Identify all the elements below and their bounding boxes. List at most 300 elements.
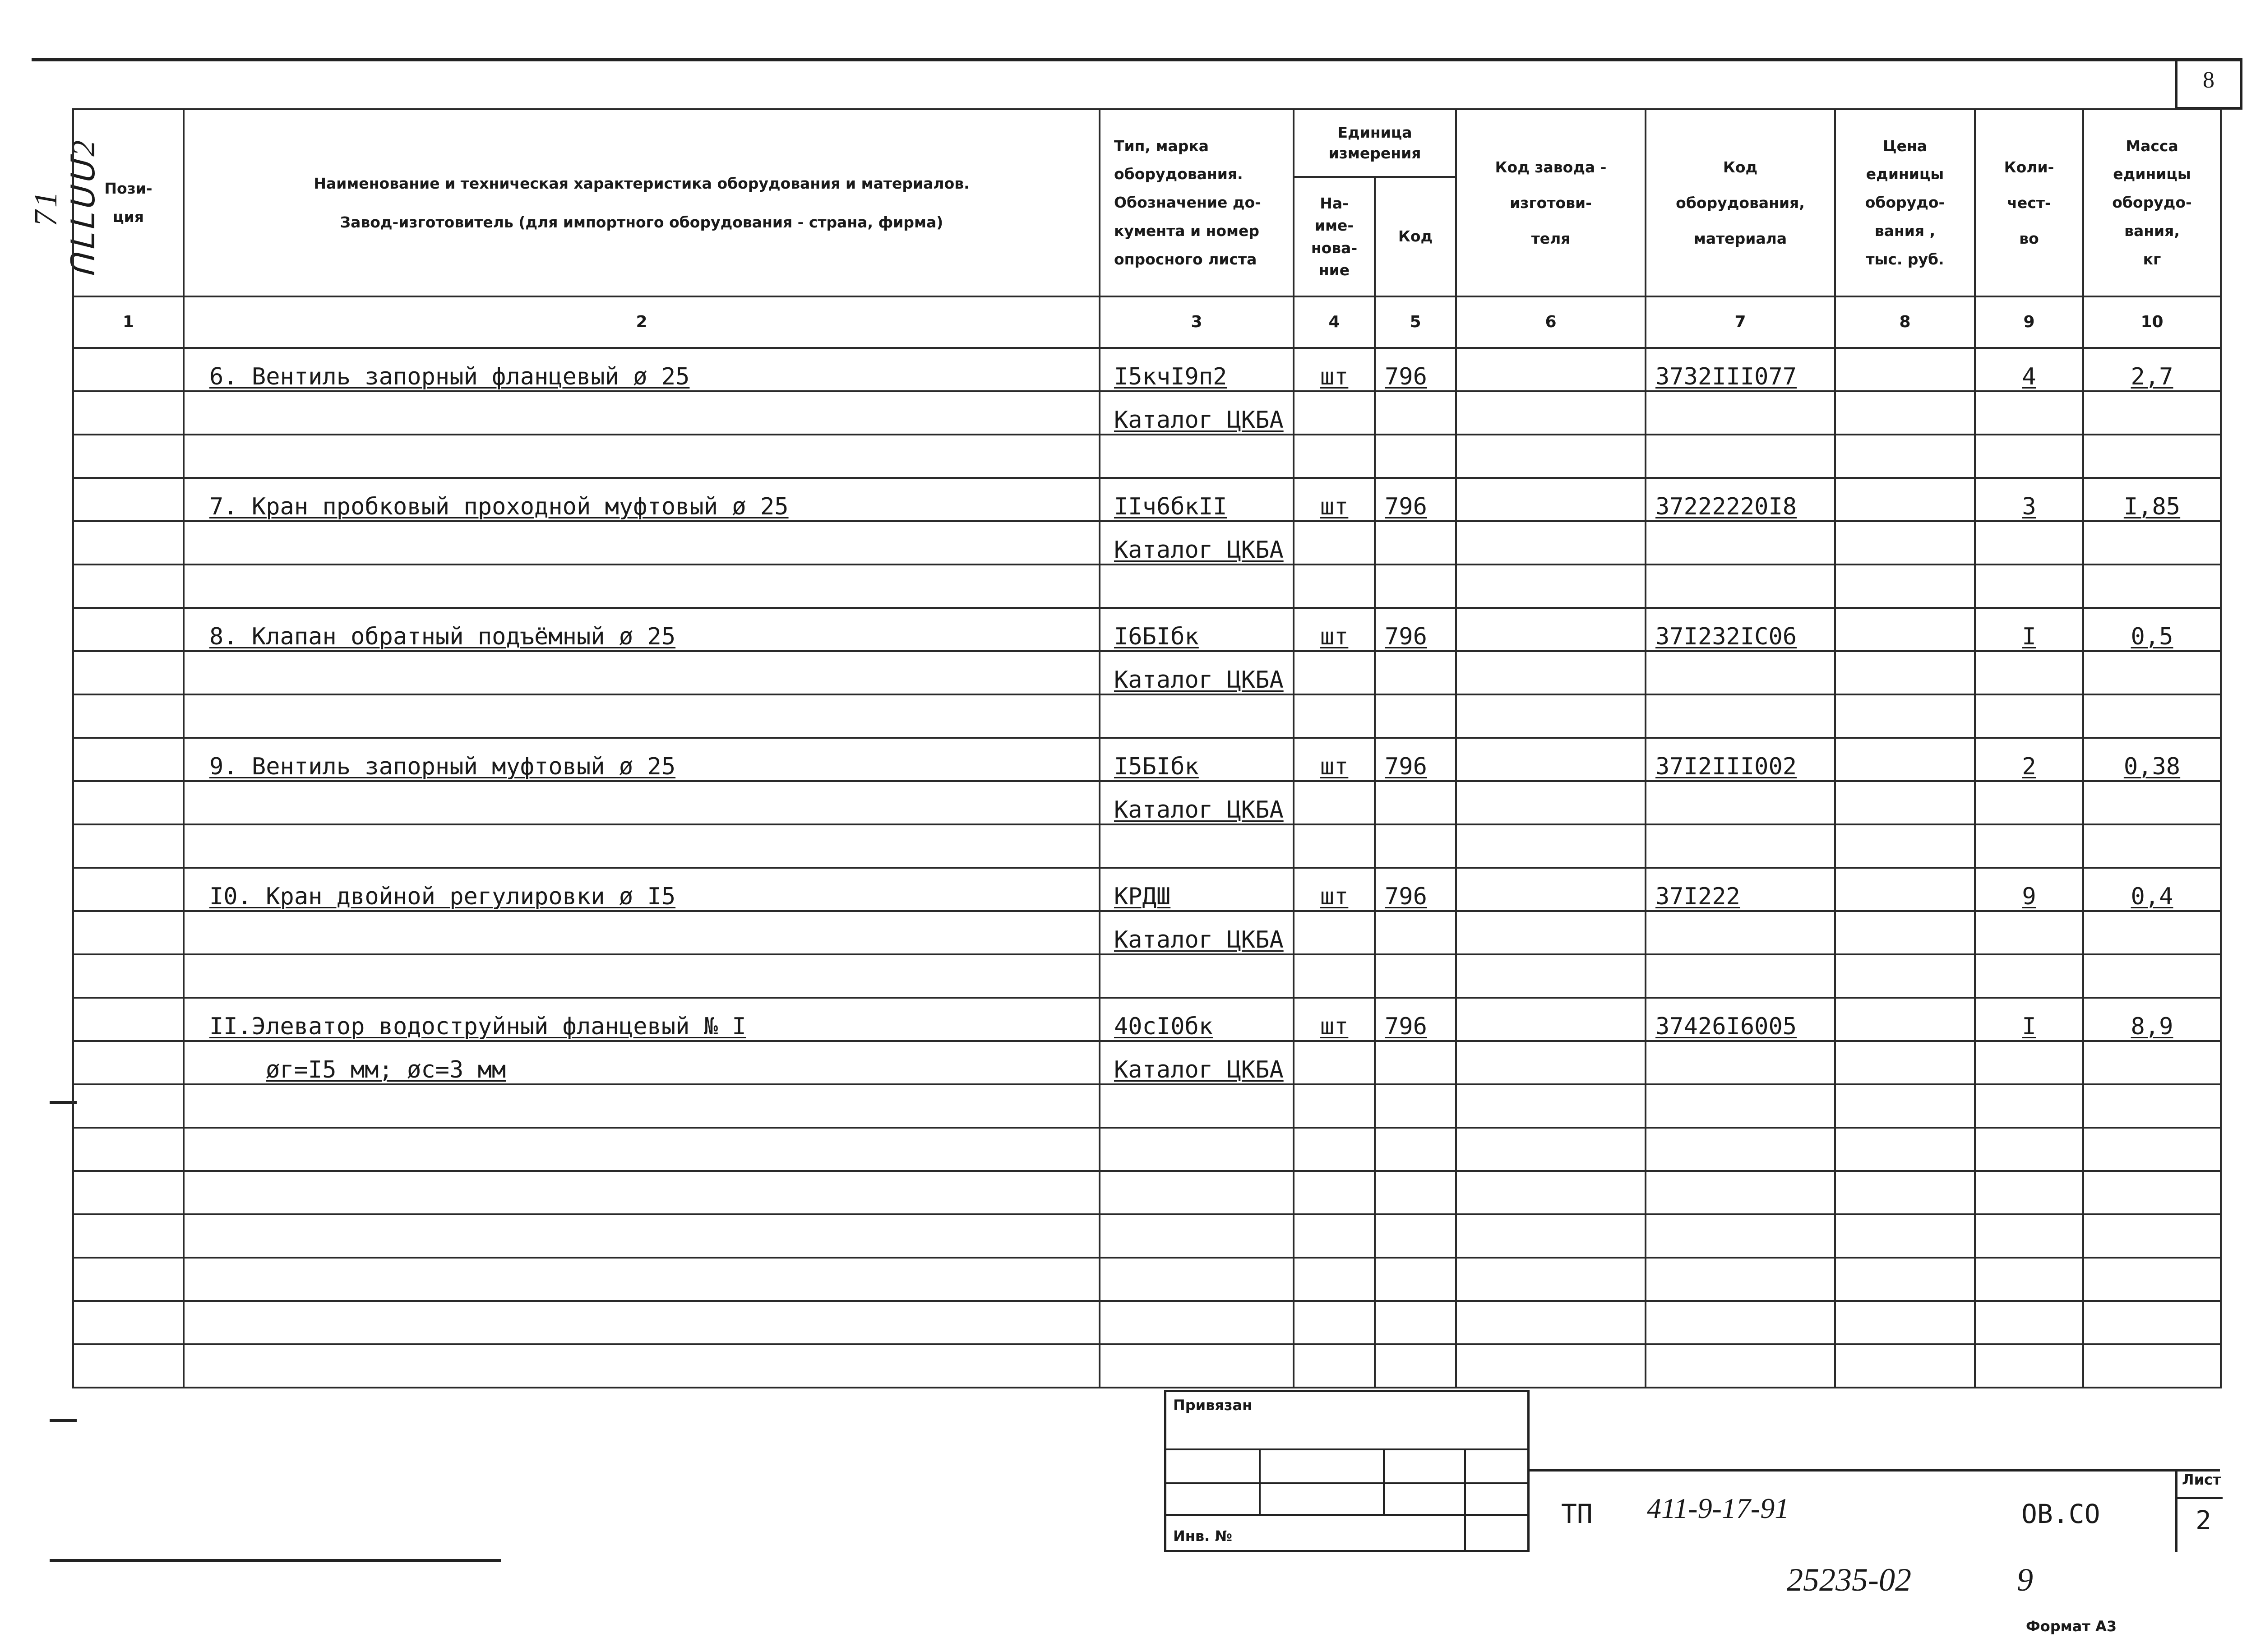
- empty-cell: [1646, 391, 1835, 435]
- empty-cell: [1294, 391, 1375, 435]
- item-type-text: КРДШ: [1114, 883, 1171, 910]
- item-name: [184, 738, 1100, 781]
- stamp-title: Привязан: [1173, 1397, 1253, 1414]
- column-number: 4: [1294, 296, 1375, 348]
- item-unit: [1294, 738, 1375, 781]
- item-row: [73, 998, 2221, 1041]
- item-type: [1100, 478, 1294, 521]
- item-unit-code-text: 796: [1385, 753, 1427, 780]
- item-name: [184, 998, 1100, 1041]
- empty-cell: [1975, 1128, 2083, 1171]
- item-mass: [2083, 868, 2221, 911]
- table-row: [73, 1084, 2221, 1128]
- empty-cell: [1835, 1344, 1975, 1388]
- header-unit-group: Единица измерения: [1294, 109, 1456, 177]
- empty-cell: [2083, 565, 2221, 608]
- bottom-tick: [50, 1559, 501, 1562]
- empty-cell: [1294, 1171, 1375, 1214]
- empty-cell: [73, 1344, 184, 1388]
- empty-cell: [1975, 694, 2083, 738]
- header-unit-name: На- име- нова- ние: [1294, 177, 1375, 296]
- table-row: [73, 1258, 2221, 1301]
- price-cell: [1835, 868, 1975, 911]
- header-factory-code: Код завода - изготови- теля: [1456, 109, 1646, 296]
- item-row-catalog: [73, 521, 2221, 565]
- empty-cell: [1100, 694, 1294, 738]
- item-type-text: I5БIбк: [1114, 753, 1199, 780]
- project-code: 411-9-17-91: [1647, 1492, 1789, 1524]
- empty-cell: [1646, 1128, 1835, 1171]
- item-quantity-text: 3: [2022, 493, 2036, 520]
- item-catalog-text: Каталог ЦКБА: [1114, 796, 1284, 824]
- list-number: 2: [2196, 1505, 2211, 1536]
- item-unit-code: [1375, 478, 1456, 521]
- column-number: 2: [184, 296, 1100, 348]
- empty-cell: [1456, 651, 1646, 694]
- table-row: [73, 435, 2221, 478]
- empty-cell: [1456, 1041, 1646, 1084]
- item-quantity: [1975, 868, 2083, 911]
- empty-cell: [1646, 1171, 1835, 1214]
- item-quantity: [1975, 348, 2083, 391]
- empty-cell: [1375, 391, 1456, 435]
- position-cell: [73, 781, 184, 824]
- empty-cell: [1375, 911, 1456, 954]
- empty-cell: [1646, 824, 1835, 868]
- stamp-line: [1259, 1448, 1261, 1516]
- position-cell: [73, 348, 184, 391]
- empty-cell: [73, 1301, 184, 1344]
- empty-cell: [1375, 1301, 1456, 1344]
- item-mass: [2083, 348, 2221, 391]
- item-catalog-text: Каталог ЦКБА: [1114, 926, 1284, 953]
- empty-cell: [1456, 1084, 1646, 1128]
- item-catalog: [1100, 391, 1294, 435]
- empty-cell: [2083, 1344, 2221, 1388]
- empty-cell: [1294, 1214, 1375, 1258]
- empty-cell: [184, 954, 1100, 998]
- empty-cell: [1646, 521, 1835, 565]
- empty-cell: [1456, 781, 1646, 824]
- empty-cell: [1456, 521, 1646, 565]
- empty-cell: [73, 1128, 184, 1171]
- item-name-continued: [184, 391, 1100, 435]
- empty-cell: [1646, 1301, 1835, 1344]
- table-row: [73, 1128, 2221, 1171]
- empty-cell: [1975, 1258, 2083, 1301]
- table-row: [73, 694, 2221, 738]
- item-name-continued: [184, 651, 1100, 694]
- table-row: [73, 1301, 2221, 1344]
- empty-cell: [1835, 824, 1975, 868]
- empty-cell: [1975, 824, 2083, 868]
- item-name: [184, 608, 1100, 651]
- item-row-catalog: [73, 781, 2221, 824]
- column-number: 5: [1375, 296, 1456, 348]
- empty-cell: [1835, 1258, 1975, 1301]
- empty-cell: [1456, 391, 1646, 435]
- table-header: [73, 109, 2221, 348]
- empty-cell: [1835, 1084, 1975, 1128]
- item-name: [184, 348, 1100, 391]
- item-catalog: [1100, 911, 1294, 954]
- item-row-catalog: [73, 651, 2221, 694]
- item-row-catalog: [73, 1041, 2221, 1084]
- item-catalog-text: Каталог ЦКБА: [1114, 1056, 1284, 1083]
- item-row: [73, 868, 2221, 911]
- empty-cell: [2083, 1128, 2221, 1171]
- empty-cell: [1375, 1258, 1456, 1301]
- title-prefix: ТП: [1561, 1499, 1593, 1529]
- empty-cell: [1835, 1171, 1975, 1214]
- column-number: 8: [1835, 296, 1975, 348]
- empty-cell: [1975, 1301, 2083, 1344]
- position-cell: [73, 998, 184, 1041]
- item-type: [1100, 998, 1294, 1041]
- item-unit: [1294, 348, 1375, 391]
- empty-cell: [1294, 1344, 1375, 1388]
- empty-cell: [1835, 954, 1975, 998]
- item-unit-text: шт: [1320, 363, 1349, 390]
- stamp-line: [1166, 1482, 1527, 1484]
- empty-cell: [1975, 435, 2083, 478]
- empty-cell: [1294, 781, 1375, 824]
- column-number: 9: [1975, 296, 2083, 348]
- item-unit-code-text: 796: [1385, 1013, 1427, 1040]
- specification-table: [72, 108, 2222, 1388]
- table-row: [73, 1214, 2221, 1258]
- empty-cell: [2083, 781, 2221, 824]
- list-divider: [2177, 1497, 2223, 1499]
- empty-cell: [1975, 1344, 2083, 1388]
- empty-cell: [1100, 1258, 1294, 1301]
- item-catalog: [1100, 1041, 1294, 1084]
- empty-cell: [73, 565, 184, 608]
- title-block: [1530, 1469, 2220, 1552]
- item-name: [184, 868, 1100, 911]
- empty-cell: [1975, 1171, 2083, 1214]
- item-row-catalog: [73, 391, 2221, 435]
- empty-cell: [1294, 435, 1375, 478]
- list-label: Лист: [2182, 1471, 2221, 1488]
- empty-cell: [73, 1171, 184, 1214]
- empty-cell: [1375, 1344, 1456, 1388]
- position-cell: [73, 478, 184, 521]
- empty-cell: [1456, 565, 1646, 608]
- item-catalog-text: Каталог ЦКБА: [1114, 666, 1284, 694]
- column-number: 7: [1646, 296, 1835, 348]
- item-unit-code: [1375, 738, 1456, 781]
- item-catalog: [1100, 781, 1294, 824]
- empty-cell: [184, 1214, 1100, 1258]
- empty-cell: [73, 954, 184, 998]
- empty-cell: [184, 1258, 1100, 1301]
- item-type: [1100, 868, 1294, 911]
- item-row: [73, 478, 2221, 521]
- column-number: 1: [73, 296, 184, 348]
- empty-cell: [1100, 954, 1294, 998]
- empty-cell: [1456, 954, 1646, 998]
- empty-cell: [1100, 1344, 1294, 1388]
- item-unit: [1294, 608, 1375, 651]
- item-name-text: 7. Кран пробковый проходной муфтовый ø 25: [209, 493, 789, 520]
- empty-cell: [1375, 651, 1456, 694]
- factory-code-cell: [1456, 738, 1646, 781]
- item-unit-code: [1375, 348, 1456, 391]
- item-row: [73, 348, 2221, 391]
- empty-cell: [1835, 651, 1975, 694]
- item-quantity: [1975, 738, 2083, 781]
- position-cell: [73, 608, 184, 651]
- empty-cell: [1294, 1258, 1375, 1301]
- item-mass-text: 0,38: [2123, 753, 2181, 780]
- item-type-text: 40сI0бк: [1114, 1013, 1213, 1040]
- item-equipment-code: [1646, 348, 1835, 391]
- header-price: Цена единицы оборудо- вания , тыс. руб.: [1835, 109, 1975, 296]
- price-cell: [1835, 738, 1975, 781]
- factory-code-cell: [1456, 348, 1646, 391]
- header-name: Наименование и техническая характеристика оборудования и материалов. Завод-изготовитель (для импортного оборудования - страна, фирма): [184, 109, 1100, 296]
- table-row: [73, 954, 2221, 998]
- stamp-line: [1464, 1448, 1466, 1552]
- empty-cell: [184, 694, 1100, 738]
- item-quantity-text: 4: [2022, 363, 2036, 390]
- item-type: [1100, 738, 1294, 781]
- empty-cell: [1375, 694, 1456, 738]
- item-unit-text: шт: [1320, 493, 1349, 520]
- empty-cell: [184, 1301, 1100, 1344]
- item-name-continued: [184, 521, 1100, 565]
- price-cell: [1835, 608, 1975, 651]
- empty-cell: [73, 435, 184, 478]
- item-type: [1100, 608, 1294, 651]
- empty-cell: [1835, 521, 1975, 565]
- empty-cell: [1294, 651, 1375, 694]
- empty-cell: [2083, 1041, 2221, 1084]
- empty-cell: [1456, 1214, 1646, 1258]
- empty-cell: [2083, 435, 2221, 478]
- factory-code-cell: [1456, 478, 1646, 521]
- stamp-line: [1383, 1448, 1385, 1516]
- item-catalog-text: Каталог ЦКБА: [1114, 407, 1284, 434]
- empty-cell: [73, 1214, 184, 1258]
- item-quantity-text: I: [2022, 623, 2036, 650]
- factory-code-cell: [1456, 868, 1646, 911]
- empty-cell: [1375, 565, 1456, 608]
- empty-cell: [73, 1258, 184, 1301]
- item-unit-code-text: 796: [1385, 883, 1427, 910]
- price-cell: [1835, 348, 1975, 391]
- empty-cell: [1835, 1128, 1975, 1171]
- handwritten-sheet: 9: [2017, 1562, 2033, 1598]
- empty-cell: [1646, 435, 1835, 478]
- empty-cell: [2083, 391, 2221, 435]
- empty-cell: [1294, 1041, 1375, 1084]
- item-name-continued: [184, 911, 1100, 954]
- empty-cell: [1294, 694, 1375, 738]
- empty-cell: [2083, 694, 2221, 738]
- item-quantity-text: 9: [2022, 883, 2036, 910]
- table-row: [73, 565, 2221, 608]
- empty-cell: [1646, 954, 1835, 998]
- empty-cell: [2083, 521, 2221, 565]
- empty-cell: [1294, 1084, 1375, 1128]
- item-mass: [2083, 738, 2221, 781]
- empty-cell: [73, 824, 184, 868]
- empty-cell: [184, 824, 1100, 868]
- column-number: 10: [2083, 296, 2221, 348]
- empty-cell: [2083, 1084, 2221, 1128]
- price-cell: [1835, 998, 1975, 1041]
- empty-cell: [1100, 435, 1294, 478]
- empty-cell: [1835, 435, 1975, 478]
- item-mass-text: 0,5: [2131, 623, 2173, 650]
- position-cell: [73, 1041, 184, 1084]
- item-equipment-code-text: 37222220I8: [1655, 493, 1797, 520]
- empty-cell: [1646, 781, 1835, 824]
- position-cell: [73, 868, 184, 911]
- empty-cell: [1100, 824, 1294, 868]
- empty-cell: [1375, 1214, 1456, 1258]
- empty-cell: [184, 1128, 1100, 1171]
- item-type-text: I5кчI9п2: [1114, 363, 1227, 390]
- table-body: [73, 348, 2221, 1388]
- item-equipment-code-text: 3732III077: [1655, 363, 1797, 390]
- column-numbers-row: [73, 296, 2221, 348]
- item-quantity-text: 2: [2022, 753, 2036, 780]
- inventory-number-label: Инв. №: [1173, 1527, 1232, 1545]
- item-name-continued: [184, 781, 1100, 824]
- empty-cell: [1975, 954, 2083, 998]
- item-row: [73, 738, 2221, 781]
- empty-cell: [184, 435, 1100, 478]
- empty-cell: [1646, 1258, 1835, 1301]
- item-unit-text: шт: [1320, 753, 1349, 780]
- empty-cell: [2083, 824, 2221, 868]
- item-equipment-code: [1646, 998, 1835, 1041]
- price-cell: [1835, 478, 1975, 521]
- table-row: [73, 824, 2221, 868]
- item-equipment-code: [1646, 738, 1835, 781]
- empty-cell: [1456, 1128, 1646, 1171]
- empty-cell: [1375, 1171, 1456, 1214]
- empty-cell: [1100, 1171, 1294, 1214]
- empty-cell: [2083, 1214, 2221, 1258]
- header-mass: Масса единицы оборудо- вания, кг: [2083, 109, 2221, 296]
- item-quantity: [1975, 608, 2083, 651]
- position-cell: [73, 651, 184, 694]
- item-unit-code-text: 796: [1385, 623, 1427, 650]
- empty-cell: [2083, 911, 2221, 954]
- empty-cell: [1375, 435, 1456, 478]
- item-unit-code-text: 796: [1385, 493, 1427, 520]
- empty-cell: [1646, 1214, 1835, 1258]
- empty-cell: [1646, 1084, 1835, 1128]
- factory-code-cell: [1456, 608, 1646, 651]
- header-equipment-code: Код оборудования, материала: [1646, 109, 1835, 296]
- item-name-continued: [184, 1041, 1100, 1084]
- empty-cell: [73, 1084, 184, 1128]
- empty-cell: [1100, 1214, 1294, 1258]
- item-equipment-code: [1646, 608, 1835, 651]
- empty-cell: [1975, 521, 2083, 565]
- item-unit: [1294, 868, 1375, 911]
- factory-code-cell: [1456, 998, 1646, 1041]
- empty-cell: [1835, 694, 1975, 738]
- item-equipment-code-text: 37I2III002: [1655, 753, 1797, 780]
- header-unit-code: Код: [1375, 177, 1456, 296]
- item-unit: [1294, 998, 1375, 1041]
- empty-cell: [1646, 694, 1835, 738]
- empty-cell: [184, 1344, 1100, 1388]
- stamp-line: [1166, 1514, 1527, 1516]
- item-type-text: I6БIбк: [1114, 623, 1199, 650]
- item-mass: [2083, 478, 2221, 521]
- empty-cell: [1835, 1301, 1975, 1344]
- left-tick: [50, 1419, 77, 1422]
- side-archive-code: 71 ՈԼԼՍՄ2: [28, 137, 102, 278]
- item-equipment-code-text: 37426I6005: [1655, 1013, 1797, 1040]
- empty-cell: [1375, 824, 1456, 868]
- item-catalog-text: Каталог ЦКБА: [1114, 537, 1284, 564]
- empty-cell: [1835, 565, 1975, 608]
- table-row: [73, 1344, 2221, 1388]
- format-label: Формат А3: [2026, 1618, 2117, 1635]
- column-number: 3: [1100, 296, 1294, 348]
- position-cell: [73, 911, 184, 954]
- empty-cell: [2083, 954, 2221, 998]
- item-name-text: 9. Вентиль запорный муфтовый ø 25: [209, 753, 676, 780]
- item-quantity: [1975, 478, 2083, 521]
- stamp-line: [1166, 1448, 1527, 1450]
- item-name-text: II.Элеватор водоструйный фланцевый № I: [209, 1013, 746, 1040]
- empty-cell: [184, 565, 1100, 608]
- empty-cell: [184, 1171, 1100, 1214]
- item-type: [1100, 348, 1294, 391]
- column-number: 6: [1456, 296, 1646, 348]
- header-quantity: Коли- чест- во: [1975, 109, 2083, 296]
- empty-cell: [1975, 1041, 2083, 1084]
- empty-cell: [1975, 651, 2083, 694]
- empty-cell: [1835, 911, 1975, 954]
- item-type-text: IIч6бкII: [1114, 493, 1227, 520]
- empty-cell: [1456, 694, 1646, 738]
- empty-cell: [184, 1084, 1100, 1128]
- empty-cell: [1646, 651, 1835, 694]
- table-row: [73, 1171, 2221, 1214]
- empty-cell: [1294, 565, 1375, 608]
- position-cell: [73, 738, 184, 781]
- empty-cell: [1835, 781, 1975, 824]
- item-mass-text: 8,9: [2131, 1013, 2173, 1040]
- item-quantity: [1975, 998, 2083, 1041]
- empty-cell: [1375, 521, 1456, 565]
- empty-cell: [1294, 824, 1375, 868]
- item-mass: [2083, 998, 2221, 1041]
- item-equipment-code-text: 37I222: [1655, 883, 1740, 910]
- empty-cell: [2083, 1258, 2221, 1301]
- header-position: Пози- ция: [73, 109, 184, 296]
- position-cell: [73, 391, 184, 435]
- empty-cell: [1646, 1344, 1835, 1388]
- list-box: [2175, 1469, 2220, 1552]
- top-rule: [32, 58, 2242, 61]
- item-equipment-code-text: 37I232IC06: [1655, 623, 1797, 650]
- empty-cell: [1456, 824, 1646, 868]
- empty-cell: [1375, 954, 1456, 998]
- empty-cell: [1100, 1301, 1294, 1344]
- item-catalog: [1100, 651, 1294, 694]
